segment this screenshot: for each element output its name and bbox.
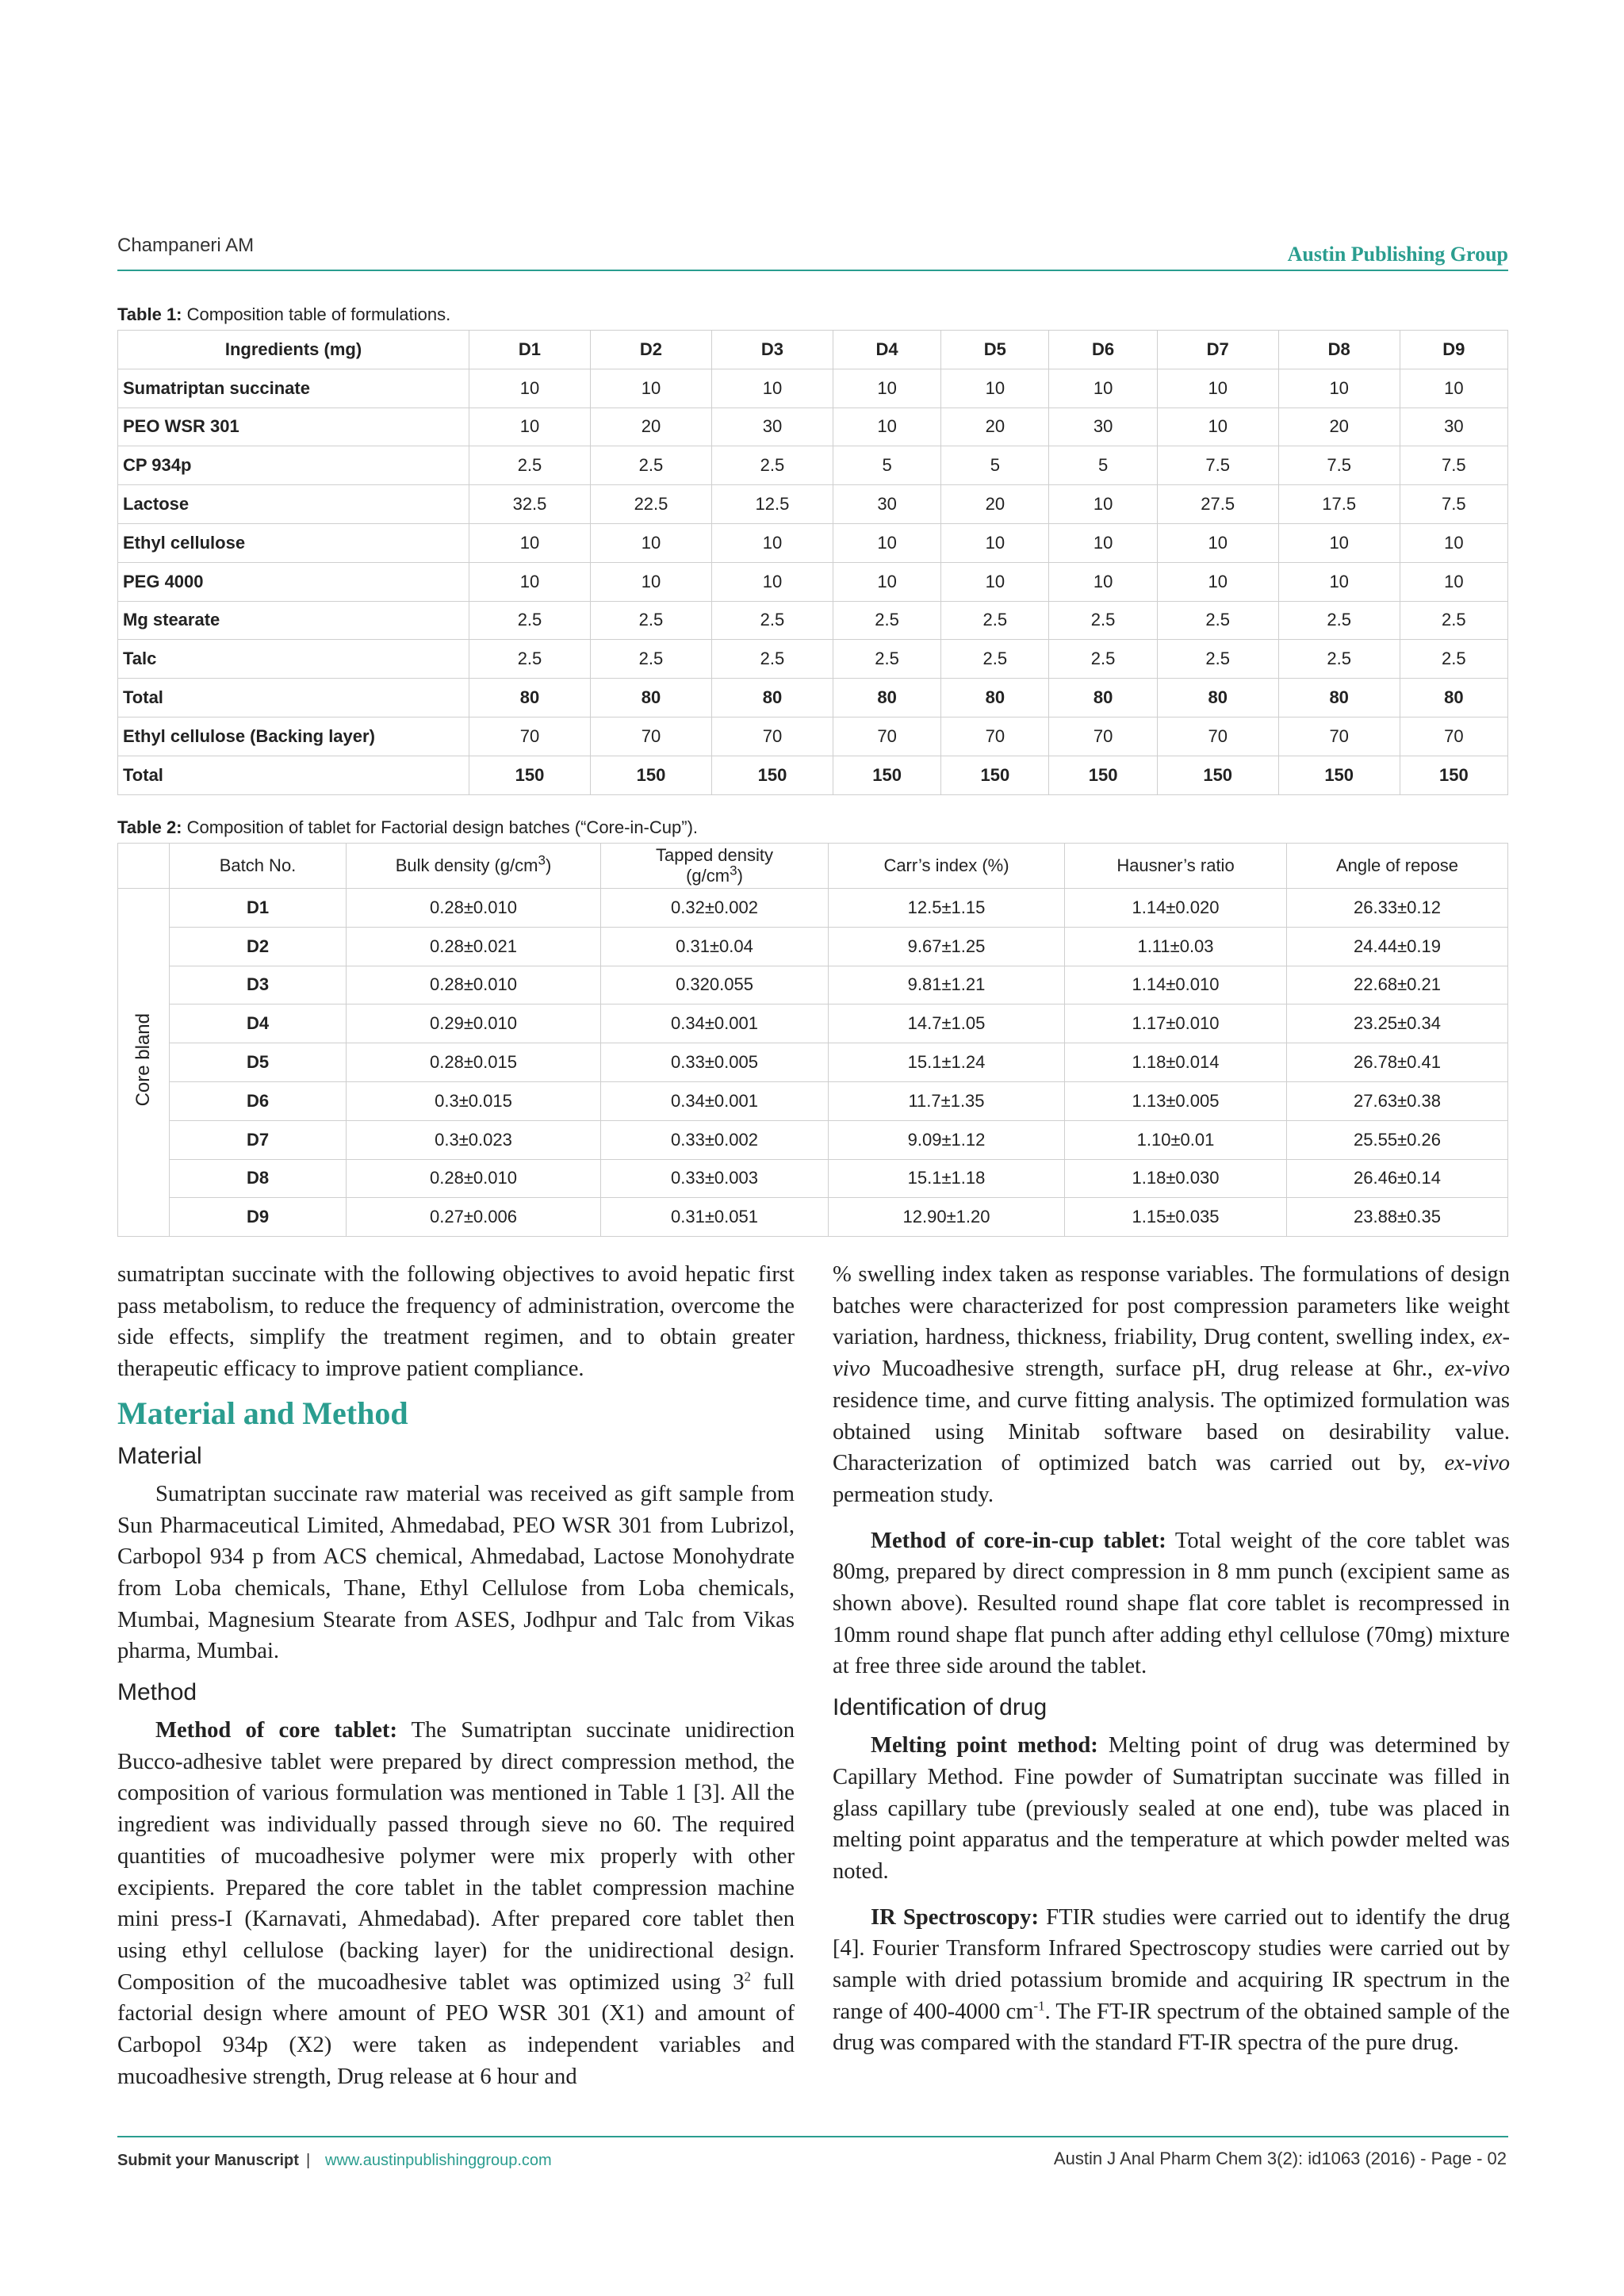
table2-carr-cell: 12.90±1.20: [829, 1198, 1065, 1237]
table1-value-cell: 20: [941, 408, 1049, 446]
table1-value-cell: 150: [711, 756, 833, 794]
table2-batch-cell: D1: [170, 889, 347, 928]
table1-value-cell: 22.5: [590, 485, 711, 524]
table1-value-cell: 70: [1157, 717, 1278, 756]
table1-value-cell: 2.5: [590, 640, 711, 679]
table1-value-cell: 10: [1157, 523, 1278, 562]
paragraph-gap: [833, 1511, 1510, 1525]
p1-italic-1: ex-vivo: [833, 1325, 1510, 1382]
table2-row: [118, 1198, 1508, 1237]
table1-value-cell: 70: [469, 717, 591, 756]
table2-carr-cell: 11.7±1.35: [829, 1081, 1065, 1120]
table1-value-cell: 150: [590, 756, 711, 794]
table1-value-cell: 20: [941, 485, 1049, 524]
table1-value-cell: 10: [833, 369, 940, 408]
table2-angle-cell: 27.63±0.38: [1287, 1081, 1508, 1120]
table1-value-cell: 80: [1278, 679, 1400, 718]
table2-angle-cell: 23.88±0.35: [1287, 1198, 1508, 1237]
table2-batch-cell: D4: [170, 1004, 347, 1043]
table2-header-tapped: [601, 844, 829, 889]
table1-value-cell: 2.5: [1278, 640, 1400, 679]
table1-header-cell: D5: [941, 331, 1049, 369]
table1-value-cell: 150: [941, 756, 1049, 794]
table1-value-cell: 7.5: [1157, 446, 1278, 485]
table1-value-cell: 2.5: [590, 601, 711, 640]
table1-value-cell: 10: [1278, 562, 1400, 601]
table2-hausner-cell: 1.13±0.005: [1065, 1081, 1287, 1120]
ir-spectroscopy-paragraph: [833, 1902, 1510, 2060]
table2-tapped-cell: 0.33±0.003: [601, 1159, 829, 1198]
table1-value-cell: 70: [711, 717, 833, 756]
table1-value-cell: 2.5: [711, 601, 833, 640]
table1-value-cell: 10: [590, 562, 711, 601]
core-tablet-text-1: The Sumatriptan succinate unidirection Bucco-adhesive tablet were prepared by direct compression method, the composition of various formulation was mentioned in Table 1 [3]. All the ingredient was individually passed through sieve no 60. The required quantities of mucoadhesive polymer were mix properly with other excipients. Prepared the core tablet in the tablet compression machine mini press-I (Karnavati, Ahmedabad). After prepared core tablet then using ethyl cellulose (backing layer) for the unidirectional design. Composition of the mucoadhesive tablet was optimized using 3: [117, 1718, 795, 1995]
table1-ingredient-cell: Sumatriptan succinate: [118, 369, 469, 408]
table1-value-cell: 70: [1049, 717, 1157, 756]
subheading-identification: Identification of drug: [833, 1694, 1048, 1721]
table1-header-cell: D7: [1157, 331, 1278, 369]
table2-batch-cell: D9: [170, 1198, 347, 1237]
table1-value-cell: 10: [1278, 523, 1400, 562]
table2-hausner-cell: 1.10±0.01: [1065, 1120, 1287, 1159]
table1-row: [118, 601, 1508, 640]
table1: [117, 330, 1508, 795]
table2-bulk-cell: 0.28±0.010: [347, 889, 601, 928]
melting-point-text: Melting point of drug was determined by Capillary Method. Fine powder of Sumatriptan succinate was filled in glass capillary tube (previously sealed at one end), tube was placed in melting point apparatus and the temperature at which powder melted was noted.: [833, 1733, 1510, 1884]
table2-tapped-cell: 0.31±0.051: [601, 1198, 829, 1237]
table1-row: [118, 369, 1508, 408]
table1-value-cell: 150: [1400, 756, 1507, 794]
table1-ingredient-cell: Ethyl cellulose: [118, 523, 469, 562]
p1-text-c: residence time, and curve fitting analysis. The optimized formulation was obtained using Minitab software based on desirability value. Characterization of optimized batch was carried out by,: [833, 1387, 1510, 1476]
table1-value-cell: 10: [1278, 369, 1400, 408]
paragraph-gap: [833, 1888, 1510, 1902]
body-left-column: [117, 1259, 795, 2092]
table1-value-cell: 10: [833, 408, 940, 446]
table1-header-cell: D3: [711, 331, 833, 369]
table2-carr-cell: 9.09±1.12: [829, 1120, 1065, 1159]
table1-ingredient-cell: Mg stearate: [118, 601, 469, 640]
table2-header-bulk: [347, 844, 601, 889]
table2-row: [118, 1081, 1508, 1120]
table1-value-cell: 10: [469, 369, 591, 408]
table1-value-cell: 2.5: [833, 640, 940, 679]
table1-value-cell: 12.5: [711, 485, 833, 524]
table1-value-cell: 150: [1049, 756, 1157, 794]
table2-header-tapped-line1: Tapped density: [656, 845, 773, 865]
table2-side-label-cell: [118, 889, 170, 1237]
table1-value-cell: 80: [941, 679, 1049, 718]
table2-tapped-cell: 0.34±0.001: [601, 1004, 829, 1043]
table1-ingredient-cell: Total: [118, 679, 469, 718]
table2-bulk-cell: 0.28±0.010: [347, 966, 601, 1004]
table1-caption-text: Composition table of formulations.: [182, 304, 451, 324]
body-right-column: [833, 1259, 1510, 2059]
table1-value-cell: 2.5: [1278, 601, 1400, 640]
table1-value-cell: 5: [941, 446, 1049, 485]
table1-value-cell: 2.5: [1157, 640, 1278, 679]
table1-value-cell: 20: [1278, 408, 1400, 446]
table1-value-cell: 70: [1400, 717, 1507, 756]
p1-text-b: Mucoadhesive strength, surface pH, drug release at 6hr.,: [870, 1357, 1445, 1382]
table1-header-cell: D8: [1278, 331, 1400, 369]
table1-value-cell: 7.5: [1400, 485, 1507, 524]
table1-value-cell: 7.5: [1400, 446, 1507, 485]
table2-bulk-cell: 0.28±0.015: [347, 1043, 601, 1082]
table2-angle-cell: 25.55±0.26: [1287, 1120, 1508, 1159]
table1-header-cell: D6: [1049, 331, 1157, 369]
core-tablet-paragraph: [117, 1715, 795, 2092]
table2-hausner-cell: 1.11±0.03: [1065, 927, 1287, 966]
publisher-website-link[interactable]: www.austinpublishinggroup.com: [325, 2152, 552, 2169]
table2-batch-cell: D5: [170, 1043, 347, 1082]
table1-row: [118, 717, 1508, 756]
table2-header-tapped-sup: 3: [730, 863, 737, 878]
table2-hausner-cell: 1.17±0.010: [1065, 1004, 1287, 1043]
core-in-cup-paragraph: [833, 1525, 1510, 1683]
table1-value-cell: 2.5: [941, 601, 1049, 640]
table1-value-cell: 27.5: [1157, 485, 1278, 524]
material-paragraph: Sumatriptan succinate raw material was received as gift sample from Sun Pharmaceutical Limited, Ahmedabad, PEO WSR 301 from Lubrizol, Carbopol 934 p from ACS chemical, Ahmedabad, Lactose Monohydrate from Loba chemicals, Thane, Ethyl Cellulose from Loba chemicals, Mumbai, Magnesium Stearate from ASES, Jodhpur and Talc from Vikas pharma, Mumbai.: [117, 1481, 795, 1664]
table2-tapped-cell: 0.32±0.002: [601, 889, 829, 928]
table2-batch-cell: D3: [170, 966, 347, 1004]
table1-caption-label: Table 1:: [117, 304, 182, 324]
table1-caption: [117, 304, 450, 325]
table2-header-bulk-text: Bulk density (g/cm: [395, 855, 538, 875]
core-tablet-superscript: 2: [744, 1969, 752, 1984]
table2-batch-cell: D6: [170, 1081, 347, 1120]
table2-row: [118, 1159, 1508, 1198]
table2-header-bulk-end: ): [545, 855, 552, 875]
table1-value-cell: 10: [1049, 485, 1157, 524]
table2-row: [118, 1004, 1508, 1043]
table2-tapped-cell: 0.320.055: [601, 966, 829, 1004]
intro-paragraph: sumatriptan succinate with the following objectives to avoid hepatic first pass metabolism, to reduce the frequency of administration, overcome the side effects, simplify the treatment regimen, and to obtain greater therapeutic efficacy to improve patient compliance.: [117, 1262, 795, 1382]
table2: [117, 843, 1508, 1237]
table2-header-carr: Carr’s index (%): [829, 844, 1065, 889]
table2-carr-cell: 12.5±1.15: [829, 889, 1065, 928]
table1-row: [118, 562, 1508, 601]
table2-side-label: Core bland: [132, 1013, 154, 1107]
table1-ingredient-cell: PEG 4000: [118, 562, 469, 601]
table2-carr-cell: 15.1±1.18: [829, 1159, 1065, 1198]
table2-row: [118, 927, 1508, 966]
p1-text-d: permeation study.: [833, 1482, 994, 1507]
table1-value-cell: 10: [941, 369, 1049, 408]
table1-value-cell: 2.5: [469, 446, 591, 485]
table2-tapped-cell: 0.33±0.005: [601, 1043, 829, 1082]
table2-hausner-cell: 1.14±0.010: [1065, 966, 1287, 1004]
table2-batch-cell: D8: [170, 1159, 347, 1198]
table2-header-angle: Angle of repose: [1287, 844, 1508, 889]
table2-angle-cell: 24.44±0.19: [1287, 927, 1508, 966]
table2-bulk-cell: 0.29±0.010: [347, 1004, 601, 1043]
table2-hausner-cell: 1.15±0.035: [1065, 1198, 1287, 1237]
core-tablet-text-2: full factorial design where amount of PEO WSR 301 (X1) and amount of Carbopol 934p (X2) were taken as independent variables and mucoadhesive strength, Drug release at 6 hour and: [117, 1969, 795, 2089]
table1-body: [118, 369, 1508, 794]
table1-value-cell: 80: [1049, 679, 1157, 718]
table1-header-cell: D1: [469, 331, 591, 369]
table2-body: [118, 889, 1508, 1237]
table2-header-bulk-sup: 3: [538, 852, 546, 868]
table1-ingredient-cell: Total: [118, 756, 469, 794]
table2-header-tapped-line2: (g/cm: [686, 866, 730, 886]
table2-angle-cell: 26.46±0.14: [1287, 1159, 1508, 1198]
table1-value-cell: 32.5: [469, 485, 591, 524]
table2-angle-cell: 23.25±0.34: [1287, 1004, 1508, 1043]
ir-spectroscopy-title: IR Spectroscopy:: [871, 1904, 1039, 1930]
footer-divider: [117, 2136, 1508, 2137]
running-author: Champaneri AM: [117, 235, 255, 256]
table1-value-cell: 70: [1278, 717, 1400, 756]
table2-angle-cell: 26.33±0.12: [1287, 889, 1508, 928]
publisher-name: Austin Publishing Group: [1287, 243, 1508, 266]
table1-header-cell: D4: [833, 331, 940, 369]
table1-value-cell: 10: [711, 523, 833, 562]
table1-value-cell: 10: [1049, 523, 1157, 562]
table2-hausner-cell: 1.14±0.020: [1065, 889, 1287, 928]
table1-header-cell: Ingredients (mg): [118, 331, 469, 369]
table1-value-cell: 10: [1400, 562, 1507, 601]
table2-caption-label: Table 2:: [117, 817, 182, 837]
table2-row: [118, 889, 1508, 928]
table1-value-cell: 10: [833, 523, 940, 562]
table1-value-cell: 150: [1157, 756, 1278, 794]
table2-angle-cell: 26.78±0.41: [1287, 1043, 1508, 1082]
table2-row: [118, 1043, 1508, 1082]
table2-carr-cell: 14.7±1.05: [829, 1004, 1065, 1043]
melting-point-paragraph: [833, 1730, 1510, 1888]
table1-value-cell: 10: [590, 523, 711, 562]
table1-value-cell: 80: [833, 679, 940, 718]
table2-header-tapped-end: ): [737, 866, 743, 886]
table1-value-cell: 70: [941, 717, 1049, 756]
ir-text-1: FTIR studies were carried out to identify the drug [4]. Fourier Transform Infrared Spectroscopy studies were carried out by sample with dried potassium bromide and acquiring IR spectrum in the range of 400-4000 cm: [833, 1904, 1510, 2024]
p1-italic-2: ex-vivo: [1444, 1357, 1510, 1382]
table2-header-hausner: Hausner’s ratio: [1065, 844, 1287, 889]
ir-text-2: . The FT-IR spectrum of the obtained sample of the drug was compared with the standard FT-IR spectra of the pure drug.: [833, 1999, 1511, 2056]
table1-value-cell: 2.5: [1049, 640, 1157, 679]
table1-value-cell: 70: [833, 717, 940, 756]
table1-row: [118, 679, 1508, 718]
table1-ingredient-cell: CP 934p: [118, 446, 469, 485]
core-tablet-title: Method of core tablet:: [155, 1718, 397, 1743]
table1-value-cell: 2.5: [1049, 601, 1157, 640]
table1-row: [118, 446, 1508, 485]
table1-value-cell: 2.5: [833, 601, 940, 640]
core-in-cup-title: Method of core-in-cup tablet:: [871, 1528, 1166, 1553]
table1-value-cell: 20: [590, 408, 711, 446]
table2-carr-cell: 15.1±1.24: [829, 1043, 1065, 1082]
table2-row: [118, 966, 1508, 1004]
ir-superscript: -1: [1033, 1998, 1045, 2014]
table1-value-cell: 80: [590, 679, 711, 718]
table1-value-cell: 70: [590, 717, 711, 756]
table1-value-cell: 10: [590, 369, 711, 408]
table1-value-cell: 10: [1049, 562, 1157, 601]
table1-value-cell: 2.5: [1400, 640, 1507, 679]
table1-value-cell: 10: [1400, 369, 1507, 408]
melting-point-title: Melting point method:: [871, 1733, 1098, 1758]
table2-hausner-cell: 1.18±0.014: [1065, 1043, 1287, 1082]
table2-carr-cell: 9.81±1.21: [829, 966, 1065, 1004]
table2-batch-cell: D2: [170, 927, 347, 966]
table1-value-cell: 5: [1049, 446, 1157, 485]
table2-bulk-cell: 0.3±0.015: [347, 1081, 601, 1120]
table1-value-cell: 2.5: [1157, 601, 1278, 640]
table1-value-cell: 80: [711, 679, 833, 718]
response-variables-paragraph: [833, 1259, 1510, 1511]
table1-value-cell: 150: [833, 756, 940, 794]
table1-header-cell: D9: [1400, 331, 1507, 369]
header-divider: [117, 270, 1508, 271]
table1-value-cell: 10: [469, 562, 591, 601]
table2-header-batch: Batch No.: [170, 844, 347, 889]
table2-caption-text: Composition of tablet for Factorial design batches (“Core-in-Cup”).: [182, 817, 699, 837]
table1-row: [118, 640, 1508, 679]
table1-value-cell: 80: [1400, 679, 1507, 718]
table1-value-cell: 2.5: [590, 446, 711, 485]
table1-value-cell: 10: [1049, 369, 1157, 408]
table1-value-cell: 2.5: [941, 640, 1049, 679]
core-in-cup-text: Total weight of the core tablet was 80mg, prepared by direct compression in 8 mm punch (excipient same as shown above). Resulted round shape flat core tablet is recompressed in 10mm round shape flat punch after adding ethyl cellulose (70mg) mixture at free three side around the tablet.: [833, 1528, 1510, 1679]
table2-bulk-cell: 0.28±0.010: [347, 1159, 601, 1198]
table2-bulk-cell: 0.3±0.023: [347, 1120, 601, 1159]
p1-italic-3: ex-vivo: [1444, 1451, 1510, 1476]
table1-value-cell: 30: [1400, 408, 1507, 446]
table1-value-cell: 10: [941, 523, 1049, 562]
table1-row: [118, 523, 1508, 562]
table1-value-cell: 80: [469, 679, 591, 718]
table1-value-cell: 2.5: [1400, 601, 1507, 640]
table1-ingredient-cell: Lactose: [118, 485, 469, 524]
table1-value-cell: 7.5: [1278, 446, 1400, 485]
p1-text-a: % swelling index taken as response variables. The formulations of design batches were characterized for post compression parameters like weight variation, hardness, thickness, friability, Drug content, swelling index,: [833, 1262, 1510, 1350]
table1-ingredient-cell: PEO WSR 301: [118, 408, 469, 446]
table1-value-cell: 10: [1157, 408, 1278, 446]
table1-value-cell: 2.5: [469, 640, 591, 679]
table2-bulk-cell: 0.27±0.006: [347, 1198, 601, 1237]
table2-caption: [117, 817, 698, 838]
table1-value-cell: 2.5: [469, 601, 591, 640]
subheading-material: Material: [117, 1442, 202, 1469]
table2-tapped-cell: 0.34±0.001: [601, 1081, 829, 1120]
table1-value-cell: 80: [1157, 679, 1278, 718]
footer-separator: |: [306, 2152, 311, 2169]
table1-header-cell: D2: [590, 331, 711, 369]
table1-row: [118, 756, 1508, 794]
table2-row: [118, 1120, 1508, 1159]
table1-row: [118, 408, 1508, 446]
table1-value-cell: 150: [1278, 756, 1400, 794]
table1-value-cell: 30: [833, 485, 940, 524]
table1-value-cell: 10: [469, 408, 591, 446]
table1-value-cell: 10: [1157, 562, 1278, 601]
table1-value-cell: 10: [469, 523, 591, 562]
table1-ingredient-cell: Talc: [118, 640, 469, 679]
table2-bulk-cell: 0.28±0.021: [347, 927, 601, 966]
submit-manuscript-label: Submit your Manuscript: [117, 2152, 299, 2169]
table1-row: [118, 485, 1508, 524]
table1-value-cell: 17.5: [1278, 485, 1400, 524]
table1-value-cell: 30: [711, 408, 833, 446]
table2-hausner-cell: 1.18±0.030: [1065, 1159, 1287, 1198]
table2-carr-cell: 9.67±1.25: [829, 927, 1065, 966]
subheading-method: Method: [117, 1679, 197, 1706]
table1-value-cell: 2.5: [711, 640, 833, 679]
table1-value-cell: 10: [833, 562, 940, 601]
table1-value-cell: 30: [1049, 408, 1157, 446]
table2-angle-cell: 22.68±0.21: [1287, 966, 1508, 1004]
table1-value-cell: 2.5: [711, 446, 833, 485]
table1-value-cell: 150: [469, 756, 591, 794]
table1-value-cell: 5: [833, 446, 940, 485]
table1-value-cell: 10: [1400, 523, 1507, 562]
table2-corner-cell: [118, 844, 170, 889]
table1-value-cell: 10: [711, 562, 833, 601]
table2-tapped-cell: 0.31±0.04: [601, 927, 829, 966]
table1-value-cell: 10: [1157, 369, 1278, 408]
table1-value-cell: 10: [711, 369, 833, 408]
table2-batch-cell: D7: [170, 1120, 347, 1159]
table1-value-cell: 10: [941, 562, 1049, 601]
journal-citation: Austin J Anal Pharm Chem 3(2): id1063 (2016) - Page - 02: [1053, 2149, 1507, 2168]
table1-ingredient-cell: Ethyl cellulose (Backing layer): [118, 717, 469, 756]
table2-tapped-cell: 0.33±0.002: [601, 1120, 829, 1159]
section-heading-material-method: Material and Method: [117, 1395, 408, 1431]
